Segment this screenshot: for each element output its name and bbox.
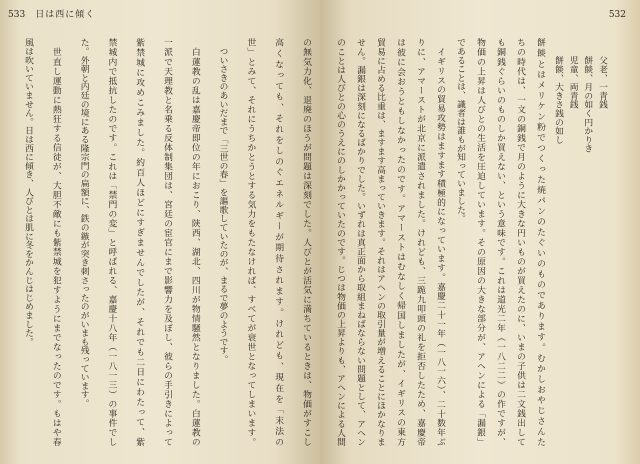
text-column: は彼に会おうともしなかったのです。アマーストはむなしく帰国しましたが、イギリスの東方 xyxy=(395,38,405,446)
text-column: 一派で天理教と名乗る反体制集団は、宮廷の宦官にまで影響力を及ぼし、彼らの手引きによって xyxy=(161,38,172,446)
text-column: た。外朝と内廷の境にある隆宗門の扁額に、鉄の鏃が突き刺さったのがいまも残っています。 xyxy=(78,38,89,408)
text-column: 禁城内で抵抗したのです。これは「禁門の変」と呼ばれる、嘉慶十八年（一八一三）の事件でし xyxy=(106,38,117,446)
body-text xyxy=(22,38,312,448)
text-column: 高くなっても、それをしのぐエネルギーが期待されます。けれども、現在を「末法の xyxy=(273,38,284,446)
text-column: 餅餤とはメリケン粉でつくった焼パンのたぐいのものであります。むかしおやじさんた xyxy=(535,38,545,446)
body-text xyxy=(334,38,546,448)
text-column: せん。漏銀は深刻になるばかりでした。いずれは真正面から取組まねばならない問題として、アヘン xyxy=(355,38,365,446)
text-column: 紫禁城に攻めこみました。約百人ほどにすぎませんでしたが、それでも二日にわたって、紫 xyxy=(134,38,145,446)
page-header xyxy=(609,9,626,21)
text-column: のことは人びとの心のうえにのしかかっていたのです。じつは物価の上昇よりも、アヘンによる人間 xyxy=(335,38,345,446)
running-title: 日は西に傾く xyxy=(35,10,96,20)
text-column: ついさきのあいだまで「三世の春」を謳歌していたのが、まるで夢のようです。 xyxy=(217,38,228,364)
page-number: 533 xyxy=(8,10,26,20)
text-column: 世」とみて、それにうちかとうとする気力をもたなければ、すべてが衰世となってしまいます。 xyxy=(245,38,256,446)
poem-line: 餅餤、月の如く円かりき xyxy=(582,56,593,153)
text-column: であることは、識者は誰もが知っていました。 xyxy=(455,38,465,223)
text-column: 白蓮教の乱は嘉慶帝即位の年におこり、陝西、湖北、四川が物情騒然となりました。白蓮教の xyxy=(189,38,200,446)
poem-line: 父老、一青銭 xyxy=(596,56,607,109)
text-column: ちの時代は、一文の銅銭で月のように大きな円いものが買えたのに、いまの子供は二文銭出して xyxy=(515,38,525,446)
text-column: の無気力化、退廃のほうが問題は深刻でした。人びとが活気に満ちているときは、物価がすこし xyxy=(300,38,311,446)
page-header xyxy=(8,9,95,21)
page-number: 532 xyxy=(608,10,626,20)
text-column: 世直し運動に熱狂する信徒が、大胆不敵にも紫禁城を犯すようにまでなったのです。もはや春 xyxy=(50,38,61,446)
text-column: も銅銭ぐらいのものしか買えない、という意味です。これは道光二年（一八二二）の作ですが、 xyxy=(495,38,505,446)
poem-quote xyxy=(552,56,608,356)
text-column: 風は吹いていません。日は西に傾き、人びとは肌に冬をかんじはじめました。 xyxy=(23,38,33,346)
right-page xyxy=(320,0,640,464)
text-column: 物価の上昇は人びとの生活を圧迫しています。その原因の大きな部分が、アヘンによる「漏銀」 xyxy=(475,38,485,446)
text-column: イギリスの貿易攻勢はますます積極的になっています。嘉慶二十一年（一八一六）、二十数年ぶ xyxy=(435,38,445,446)
text-column: りに、アマーストが北京に派遣されました。けれども、三跪九叩頭の礼を拒否したため、嘉慶帝 xyxy=(415,38,425,446)
text-column: 貿易に占める比重は、ますます高まっていきます。それはアヘンの取引量が増えることにほかなりま xyxy=(375,38,385,446)
poem-line: 餅餤、大きさ銭の如し xyxy=(553,56,563,144)
poem-line: 児童、両青銭 xyxy=(567,56,578,109)
